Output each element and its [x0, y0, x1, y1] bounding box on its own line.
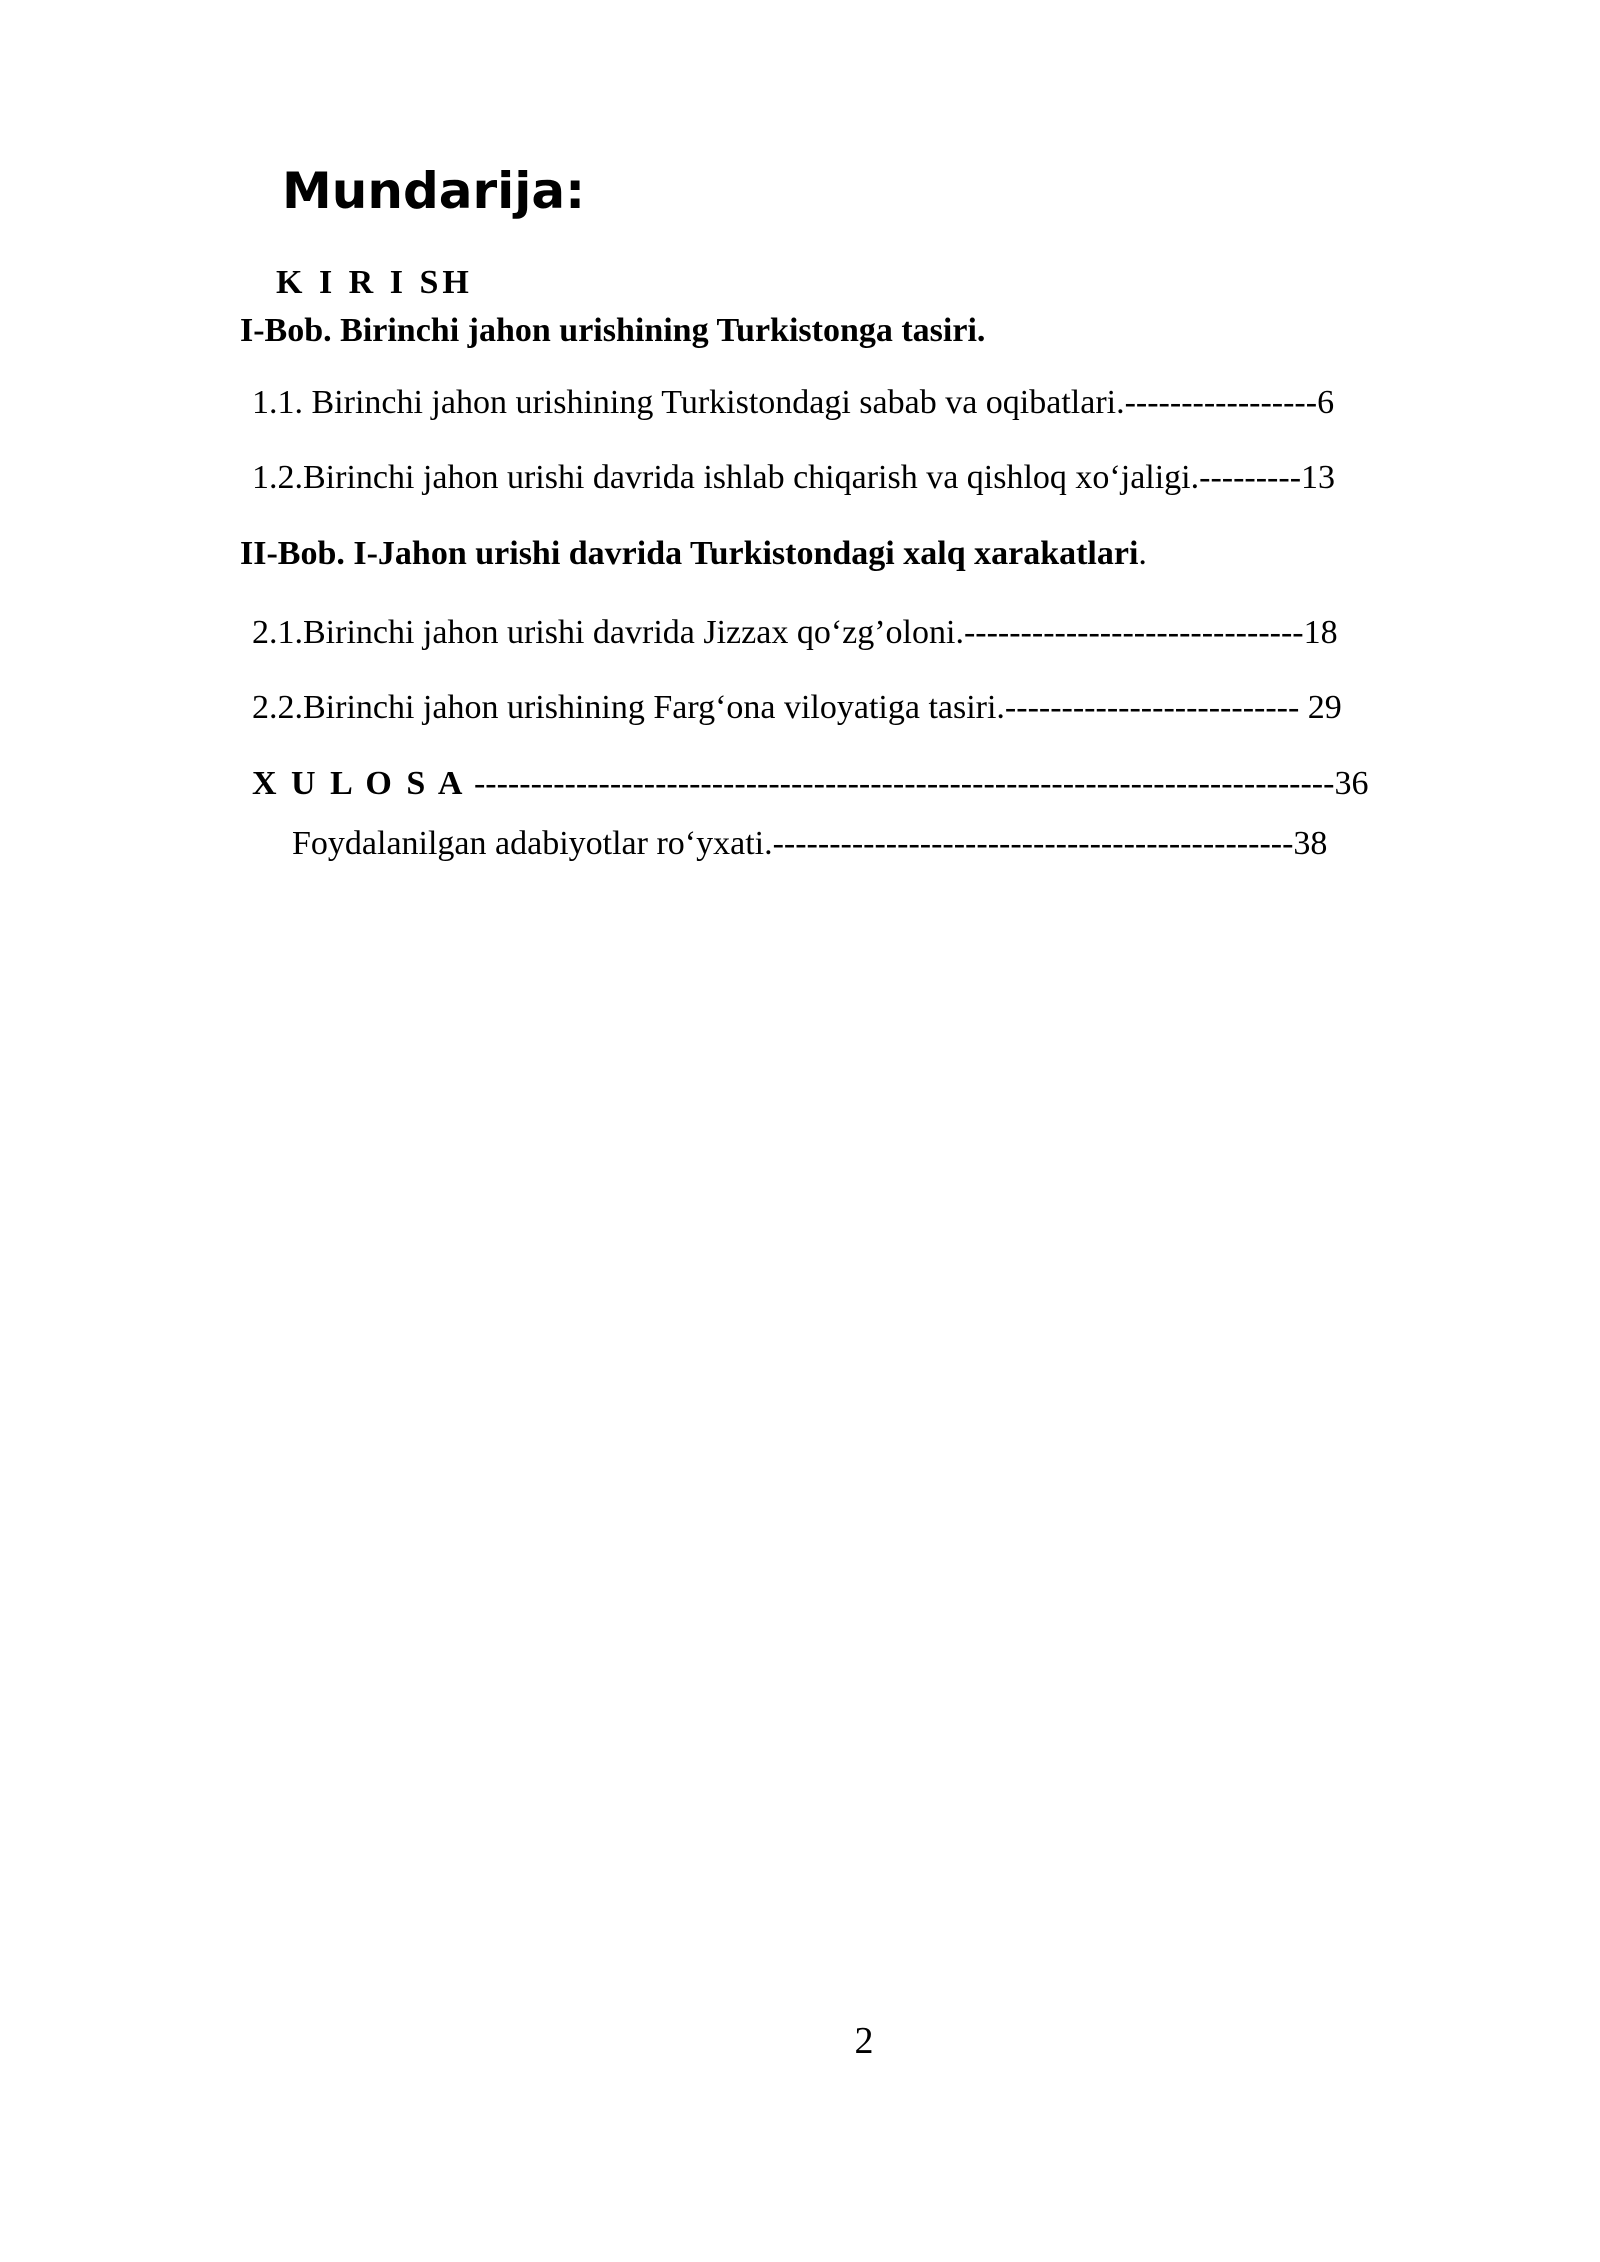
toc-section-2-1: 2.1.Birinchi jahon urishi davrida Jizzax qo‘zg’oloni.------------------------------18 [252, 614, 1338, 651]
toc-bibliography: Foydalanilgan adabiyotlar ro‘yxati.----------------------------------------------38 [292, 825, 1328, 862]
toc-conclusion-label: X U L O S A [252, 765, 466, 802]
page-title: Mundarija: [282, 162, 586, 220]
toc-section-1-1: 1.1. Birinchi jahon urishining Turkistondagi sabab va oqibatlari.-----------------6 [252, 384, 1335, 421]
toc-chapter-2-title: II-Bob. I-Jahon urishi davrida Turkistondagi xalq xarakatlari [240, 535, 1139, 572]
toc-section-1-2: 1.2.Birinchi jahon urishi davrida ishlab chiqarish va qishloq xo‘jaligi.---------13 [252, 459, 1336, 496]
toc-chapter-1: I-Bob. Birinchi jahon urishining Turkistonga tasiri. [240, 312, 986, 349]
toc-conclusion-leader: ----------------------------------------------------------------------------36 [465, 765, 1369, 802]
toc-chapter-2 [240, 533, 1147, 575]
toc-section-2-2: 2.2.Birinchi jahon urishining Farg‘ona viloyatiga tasiri.-------------------------- 29 [252, 689, 1342, 726]
toc-chapter-2-period: . [1138, 535, 1147, 572]
toc-intro: K I R I SH [276, 264, 473, 301]
toc-conclusion [252, 763, 1368, 805]
page-number: 2 [854, 2020, 874, 2062]
